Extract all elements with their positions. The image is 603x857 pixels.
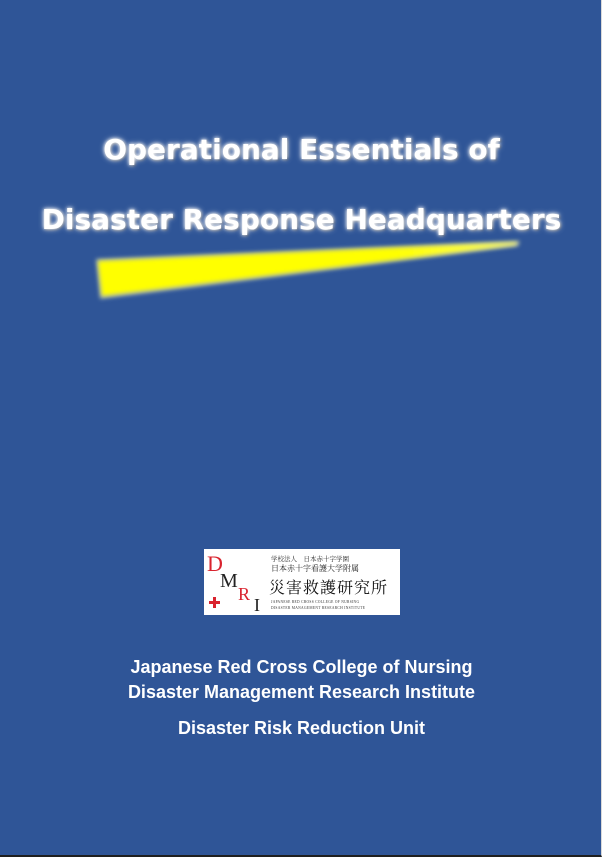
yellow-light-beam [90, 235, 530, 305]
logo-jp-name: 災害救護研究所 [269, 578, 389, 597]
logo-en-line-1: JAPANESE RED CROSS COLLEGE OF NURSING [271, 600, 360, 604]
logo-en-line-2: DISASTER MANAGEMENT RESEARCH INSTITUTE [271, 606, 366, 610]
title-line-1: Operational Essentials of [103, 133, 500, 166]
dmri-logo [204, 549, 400, 615]
title-line-2: Disaster Response Headquarters [41, 203, 562, 236]
org-line-1: Japanese Red Cross College of Nursing [130, 657, 473, 677]
svg-text:D: D [207, 551, 223, 576]
svg-text:R: R [238, 584, 251, 604]
dmri-emblem-icon [204, 549, 268, 615]
svg-text:M: M [220, 570, 238, 592]
org-line-2: Disaster Management Research Institute [127, 682, 476, 702]
logo-jp-line-2: 日本赤十字看護大学附属 [271, 564, 359, 573]
svg-text:I: I [254, 595, 260, 615]
logo-jp-line-1: 学校法人 日本赤十字学園 [271, 555, 349, 563]
org-unit: Disaster Risk Reduction Unit [177, 718, 426, 738]
